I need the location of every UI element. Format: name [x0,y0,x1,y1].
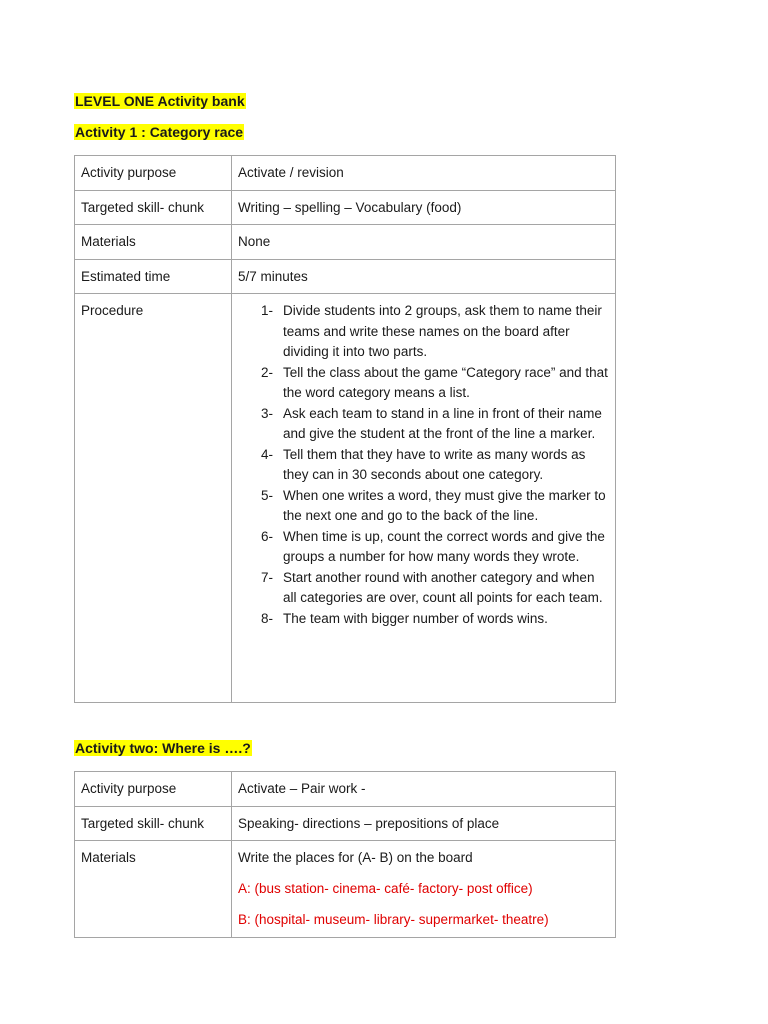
row-key: Activity purpose [75,772,232,807]
materials-cell [232,841,616,938]
list-item: 7- Start another round with another category and when all categories are over, count all points for each team. [261,569,603,605]
table-row [75,190,616,225]
row-key: Targeted skill- chunk [75,806,232,841]
row-value: Activate / revision [232,156,616,191]
row-key: Materials [75,225,232,260]
activity1-title: Activity 1 : Category race [75,124,244,140]
bank-title: LEVEL ONE Activity bank [75,93,245,109]
table-row [75,772,616,807]
row-key: Materials [75,841,232,938]
list-item: 2- Tell the class about the game “Category race” and that the word category means a list. [261,364,608,400]
activity1-table [74,155,616,703]
materials-list-a: A: (bus station- cinema- café- factory- post office) [238,881,533,896]
row-key: Estimated time [75,259,232,294]
procedure-list [238,301,609,629]
list-item: 5- When one writes a word, they must give the marker to the next one and go to the back of the line. [261,487,606,523]
row-key: Activity purpose [75,156,232,191]
row-key: Procedure [75,294,232,703]
list-item: 8- The team with bigger number of words wins. [261,610,548,626]
list-item: 6- When time is up, count the correct words and give the groups a number for how many words they wrote. [261,528,605,564]
table-row [75,841,616,938]
table-row [75,259,616,294]
activity2-table [74,771,616,938]
activity2-title: Activity two: Where is ….? [75,740,251,756]
row-value: None [232,225,616,260]
procedure-cell [232,294,616,703]
table-row [75,294,616,703]
row-value: Activate – Pair work - [232,772,616,807]
table-row [75,806,616,841]
list-item: 3- Ask each team to stand in a line in front of their name and give the student at the front of the line a marker. [261,405,602,441]
row-value: Writing – spelling – Vocabulary (food) [232,190,616,225]
row-value: 5/7 minutes [232,259,616,294]
table-row [75,156,616,191]
row-value: Speaking- directions – prepositions of place [232,806,616,841]
row-key: Targeted skill- chunk [75,190,232,225]
list-item: 4- Tell them that they have to write as many words as they can in 30 seconds about one category. [261,446,586,482]
list-item: 1- Divide students into 2 groups, ask them to name their teams and write these names on the board after dividing it into two parts. [261,303,602,359]
table-row [75,225,616,260]
materials-instruction: Write the places for (A- B) on the board [238,850,473,865]
materials-list-b: B: (hospital- museum- library- supermarket- theatre) [238,912,549,927]
